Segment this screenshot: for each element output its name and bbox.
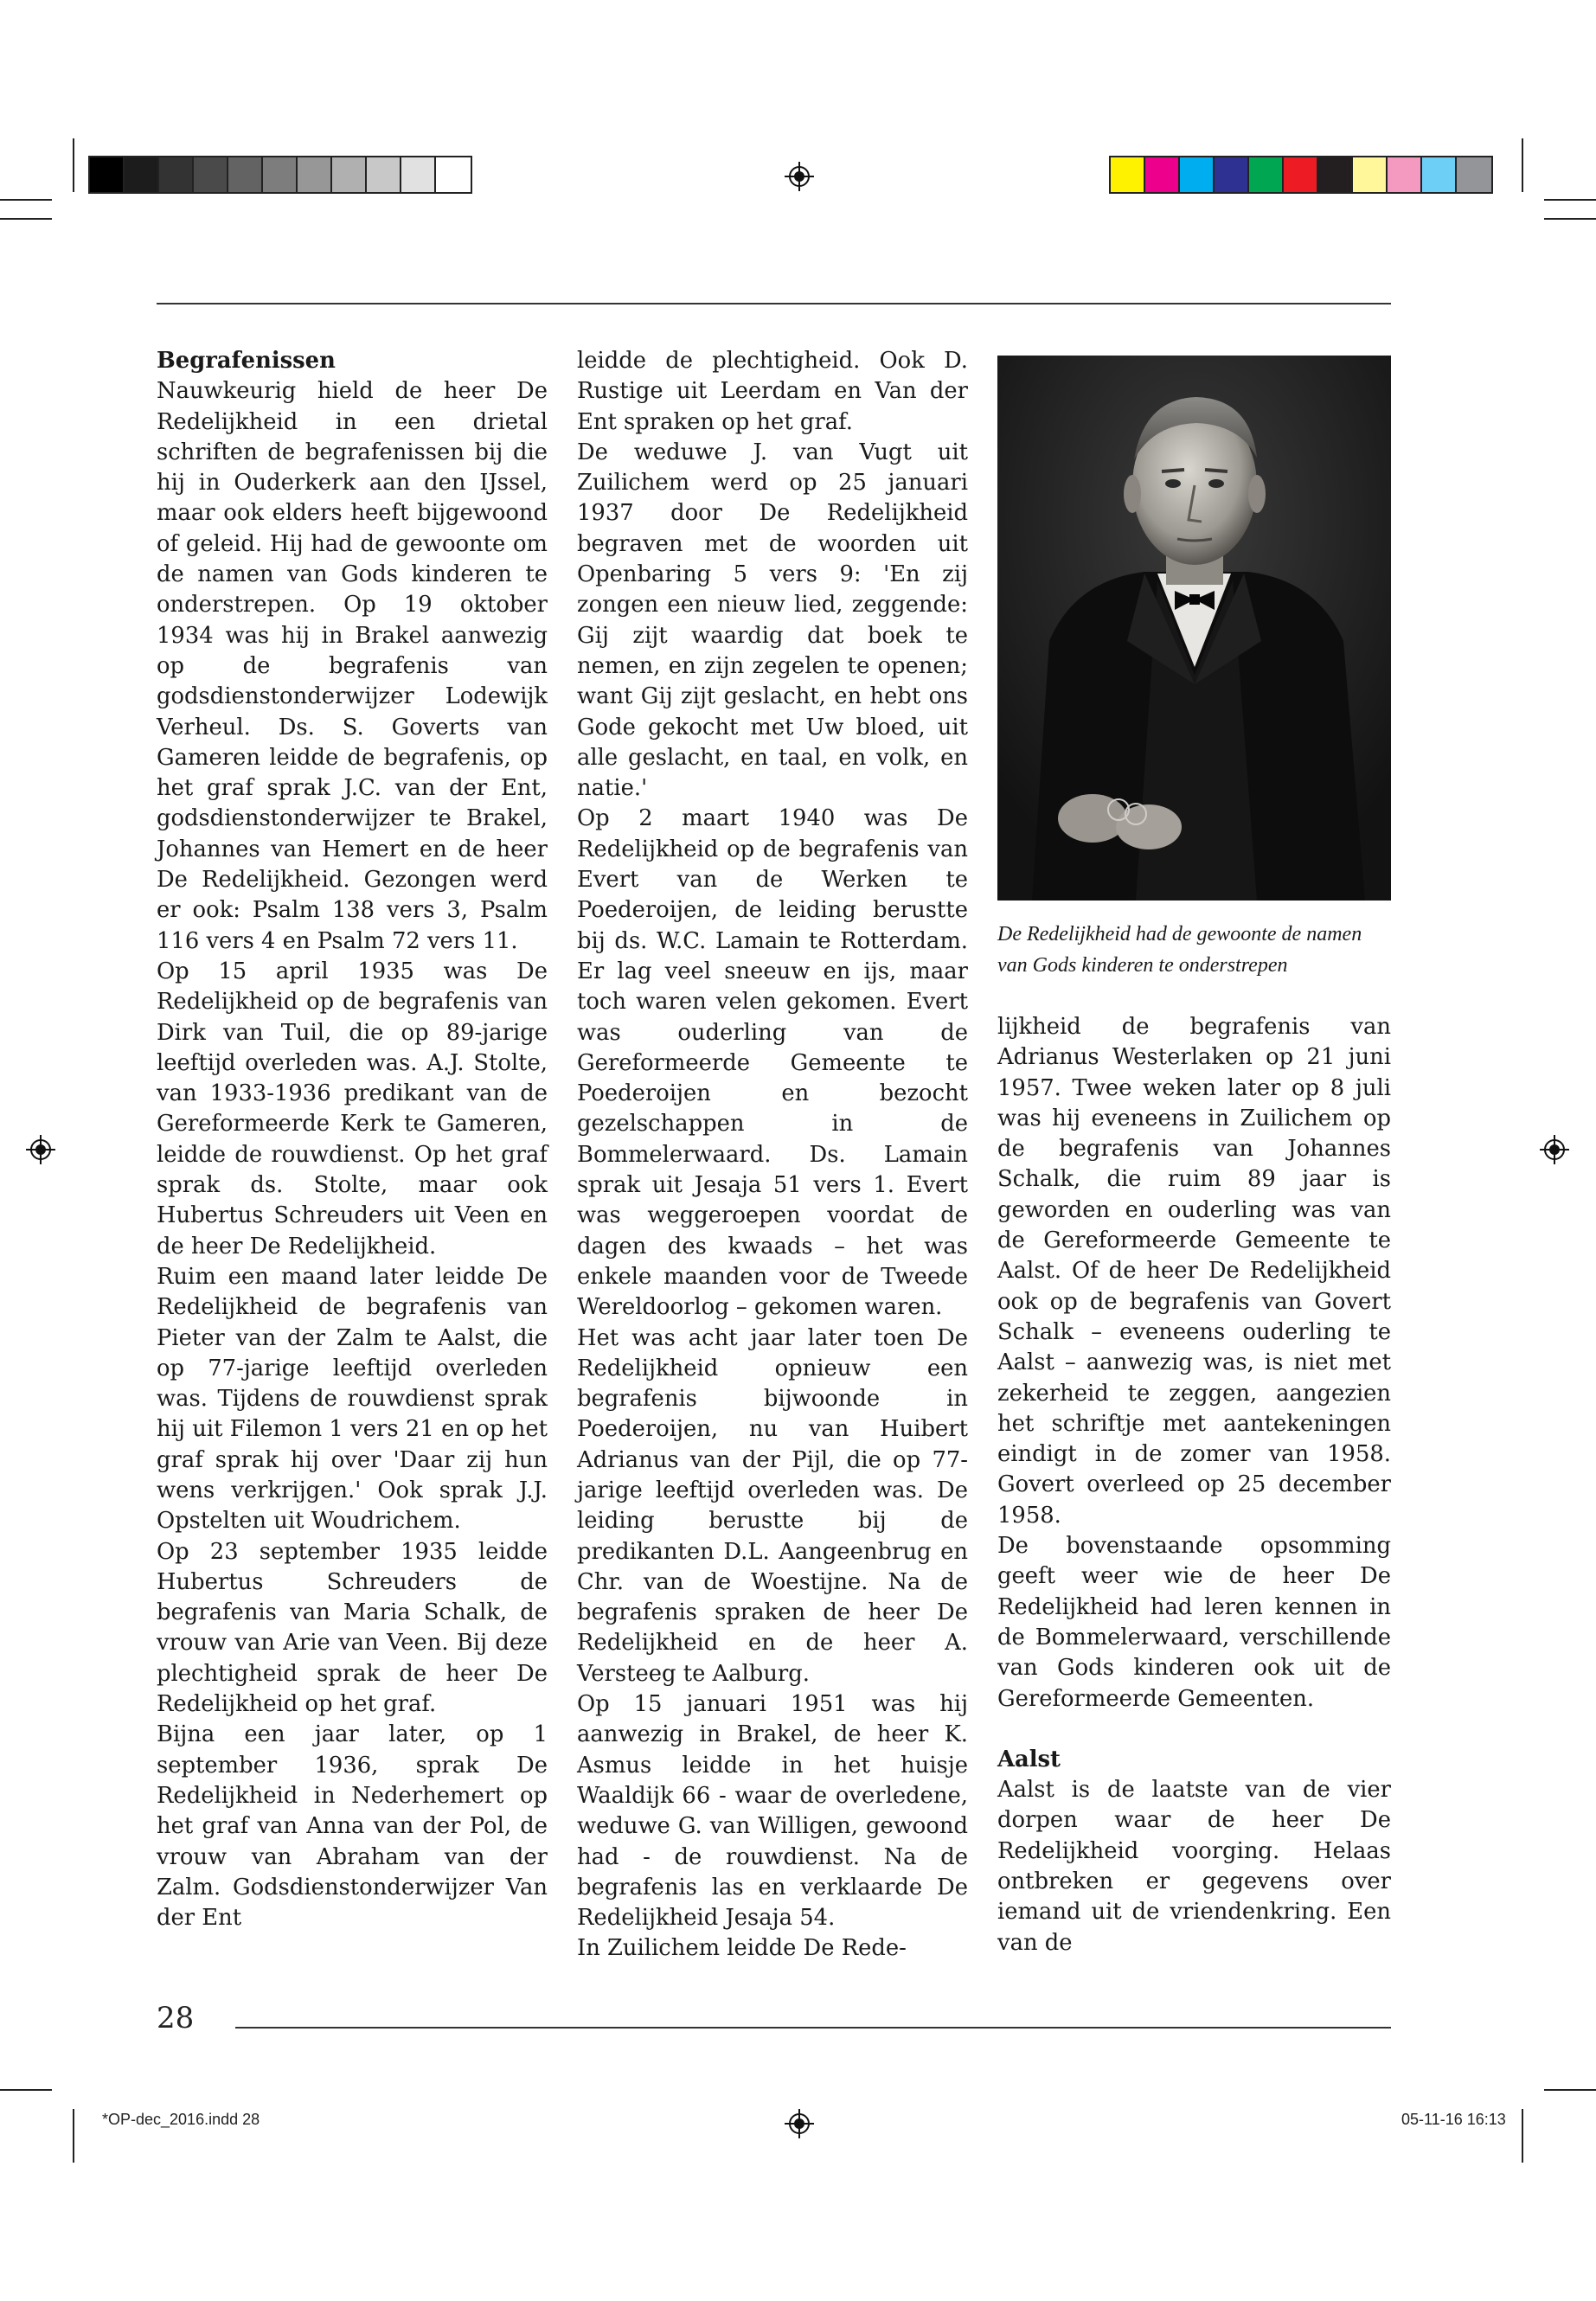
color-calibration-bar: [1109, 156, 1493, 194]
color-swatch: [263, 157, 298, 192]
color-swatch: [1111, 157, 1145, 192]
registration-mark-icon: [26, 1135, 55, 1164]
crop-mark: [73, 138, 74, 192]
section-heading: Aalst: [997, 1746, 1061, 1772]
portrait-photo: [997, 356, 1391, 901]
paragraph: Bijna een jaar later, op 1 september 1936, sprak De Redelijkheid in Nederhemert op het graf van Anna van der Pol, de vrouw van Abraham van der Zalm. Godsdienstonderwijzer Van der Ent: [157, 1721, 548, 1932]
paragraph: Aalst is de laatste van de vier dorpen waar de heer De Redelijkheid voorging. Helaas ontbreken er gegevens over iemand uit de vriendenkring. Een van de: [997, 1777, 1391, 1956]
color-swatch: [194, 157, 228, 192]
paragraph: In Zuilichem leidde De Rede-: [577, 1935, 907, 1962]
paragraph: Op 23 september 1935 leidde Hubertus Schreuders de begrafenis van Maria Schalk, de vrouw van Arie van Veen. Bij deze plechtigheid sprak de heer De Redelijkheid op het graf.: [157, 1538, 548, 1718]
crop-mark: [1522, 2109, 1523, 2163]
color-swatch: [1145, 157, 1180, 192]
paragraph: Ruim een maand later leidde De Redelijkheid de begrafenis van Pieter van der Zalm te Aalst, die op 77-jarige leeftijd overleden was. Tijdens de rouwdienst sprak hij uit Filemon 1 vers 21 en op het graf sprak hij over 'Daar zij hun wens verkrijgen.' Ook sprak J.J. Opstelten uit Woudrichem.: [157, 1263, 548, 1535]
article-column-3: [997, 1012, 1391, 1958]
color-swatch: [1180, 157, 1215, 192]
crop-mark: [73, 2109, 74, 2163]
crop-mark: [0, 199, 52, 201]
paragraph: leidde de plechtigheid. Ook D. Rustige uit Leerdam en Van der Ent spraken op het graf.: [577, 348, 968, 435]
section-heading: Begrafenissen: [157, 348, 336, 374]
color-swatch: [401, 157, 436, 192]
portrait-illustration: [997, 356, 1391, 901]
color-swatch: [1318, 157, 1353, 192]
color-swatch: [1215, 157, 1249, 192]
article-column-1: [157, 346, 548, 1933]
paragraph: De weduwe J. van Vugt uit Zuilichem werd op 25 januari 1937 door De Redelijkheid begraven met de woorden uit Openbaring 5 vers 9: 'En zij zongen een nieuw lied, zeggende: Gij zijt waardig dat boek te nemen, en zijn zegelen te openen; want Gij zijt geslacht, en hebt ons Gode gekocht met Uw bloed, uit alle geslacht, en taal, en volk, en natie.': [577, 439, 968, 802]
spacer: [997, 1715, 1391, 1745]
paragraph: Nauwkeurig hield de heer De Redelijkheid in een drietal schriften de begrafenissen bij die hij in Ouderkerk aan den IJssel, maar ook elders heeft bijgewoond of geleid. Hij had de gewoonte om de namen van Gods kinderen te onderstrepen. Op 19 oktober 1934 was hij in Brakel aanwezig op de begrafenis van godsdienstonderwijzer Lodewijk Verheul. Ds. S. Goverts van Gameren leidde de begrafenis, op het graf sprak J.C. van der Ent, godsdienstonderwijzer te Brakel, Johannes van Hemert en de heer De Redelijkheid. Gezongen werd er ook: Psalm 138 vers 3, Psalm 116 vers 4 en Psalm 72 vers 11.: [157, 378, 548, 954]
crop-mark: [0, 218, 52, 220]
page-number: 28: [157, 2001, 195, 2035]
color-swatch: [125, 157, 159, 192]
article-column-2: [577, 346, 968, 1965]
registration-mark-icon: [785, 162, 814, 191]
paragraph: De bovenstaande opsomming geeft weer wie de heer De Redelijkheid had leren kennen in de Bommelerwaard, verschillende van Gods kinderen ook uit de Gereformeerde Gemeenten.: [997, 1533, 1391, 1712]
paragraph: Het was acht jaar later toen De Redelijkheid opnieuw een begrafenis bijwoonde in Poederoijen, nu van Huibert Adrianus van der Pijl, die op 77-jarige leeftijd overleden was. De leiding berustte bij de predikanten D.L. Aangeenbrug en Chr. van de Woestijne. Na de begrafenis spraken de heer De Redelijkheid en de heer A. Versteeg te Aalburg.: [577, 1324, 968, 1687]
color-swatch: [298, 157, 332, 192]
paragraph: lijkheid de begrafenis van Adrianus Westerlaken op 21 juni 1957. Twee weken later op 8 juli was hij eveneens in Zuilichem op de begrafenis van Johannes Schalk, die ruim 89 jaar is geworden en ouderling was van de Gereformeerde Gemeente te Aalst. Of de heer De Redelijkheid ook op de begrafenis van Govert Schalk – eveneens ouderling te Aalst – aanwezig was, is niet met zekerheid te zeggen, aangezien het schriftje met aantekeningen eindigt in de zomer van 1958. Govert overleed op 25 december 1958.: [997, 1014, 1391, 1529]
photo-caption: De Redelijkheid had de gewoonte de namen van Gods kinderen te onderstrepen: [997, 923, 1362, 977]
file-slug: *OP-dec_2016.indd 28: [102, 2111, 260, 2128]
registration-mark-icon: [785, 2109, 814, 2138]
paragraph: Op 15 januari 1951 was hij aanwezig in Brakel, de heer K. Asmus leidde in het huisje Waaldijk 66 - waar de overledene, weduwe G. van Willigen, gewoond had - de rouwdienst. Na de begrafenis las en verklaarde De Redelijkheid Jesaja 54.: [577, 1691, 968, 1932]
crop-mark: [0, 2089, 52, 2091]
grayscale-calibration-bar: [88, 156, 472, 194]
color-swatch: [228, 157, 263, 192]
date-slug: 05-11-16 16:13: [1401, 2111, 1506, 2128]
paragraph: Op 2 maart 1940 was De Redelijkheid op de begrafenis van Evert van de Werken te Poederoijen, de leiding berustte bij ds. W.C. Lamain te Rotterdam. Er lag veel sneeuw en ijs, maar toch waren velen gekomen. Evert was ouderling van de Gereformeerde Gemeente te Poederoijen en bezocht gezelschappen in de Bommelerwaard. Ds. Lamain sprak uit Jesaja 51 vers 1. Evert was weggeroepen voordat de dagen des kwaads – het was enkele maanden voor de Tweede Wereldoorlog – gekomen waren.: [577, 805, 968, 1321]
crop-mark: [1544, 218, 1596, 220]
crop-mark: [1544, 199, 1596, 201]
registration-mark-icon: [1540, 1135, 1569, 1164]
footer-rule: [235, 2027, 1391, 2029]
color-swatch: [1284, 157, 1318, 192]
header-rule: [157, 303, 1391, 304]
crop-mark: [1544, 2089, 1596, 2091]
paragraph: Op 15 april 1935 was De Redelijkheid op de begrafenis van Dirk van Tuil, die op 89-jarige leeftijd overleden was. A.J. Stolte, van 1933-1936 predikant van de Gereformeerde Kerk te Gameren, leidde de rouwdienst. Op het graf sprak ds. Stolte, maar ook Hubertus Schreuders uit Veen en de heer De Redelijkheid.: [157, 958, 548, 1259]
color-swatch: [90, 157, 125, 192]
color-swatch: [332, 157, 367, 192]
color-swatch: [1457, 157, 1491, 192]
color-swatch: [367, 157, 401, 192]
color-swatch: [436, 157, 471, 192]
color-swatch: [1422, 157, 1457, 192]
color-swatch: [159, 157, 194, 192]
crop-mark: [1522, 138, 1523, 192]
color-swatch: [1249, 157, 1284, 192]
color-swatch: [1353, 157, 1388, 192]
color-swatch: [1388, 157, 1422, 192]
